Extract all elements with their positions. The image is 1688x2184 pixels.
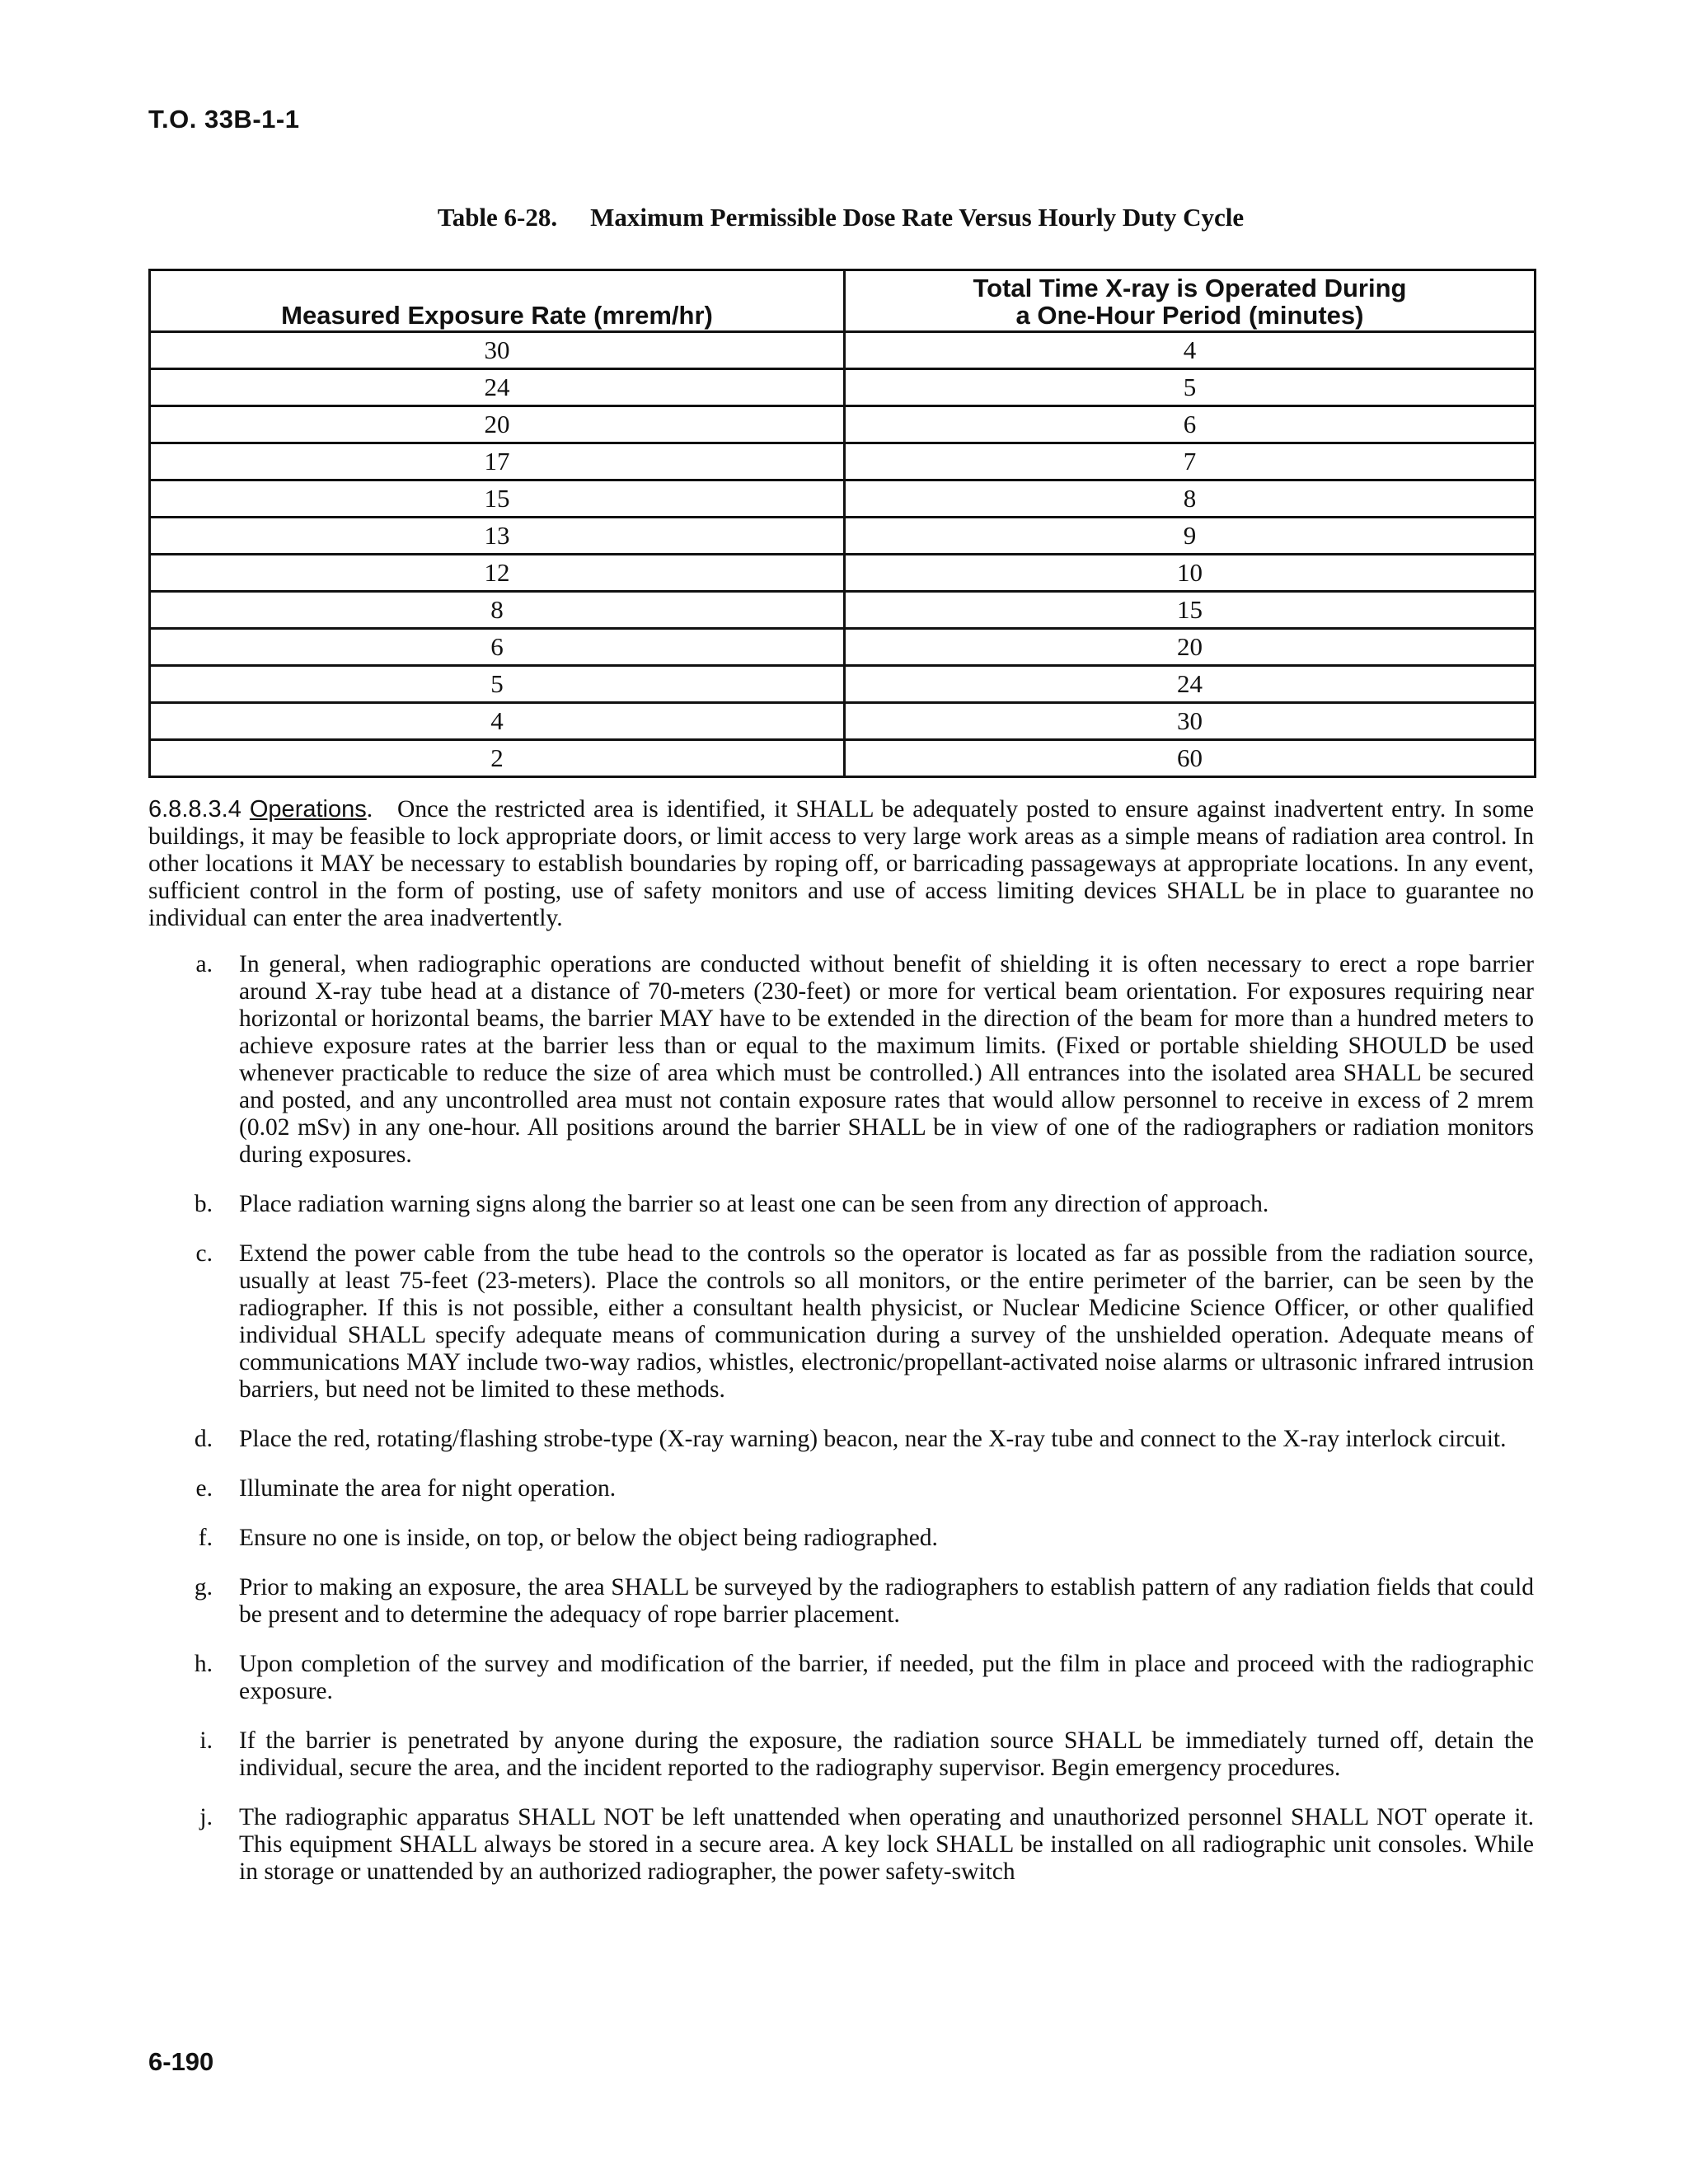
list-item xyxy=(148,1651,1534,1705)
exposure-rate-cell: 4 xyxy=(150,703,845,740)
exposure-rate-cell: 6 xyxy=(150,629,845,666)
list-marker: b. xyxy=(194,1191,213,1217)
table-row xyxy=(150,740,1536,777)
list-marker: i. xyxy=(199,1727,213,1754)
exposure-rate-cell: 15 xyxy=(150,480,845,518)
list-item-text: Upon completion of the survey and modification of the barrier, if needed, put the film in place and proceed with the radiographic exposure. xyxy=(239,1651,1534,1704)
minutes-cell: 5 xyxy=(845,369,1536,406)
list-item xyxy=(148,1727,1534,1782)
table-row xyxy=(150,369,1536,406)
list-marker: g. xyxy=(194,1574,213,1601)
section-text: Once the restricted area is identified, it SHALL be adequately posted to ensure against inadvertent entry. In some buildings, it may be feasible to lock appropriate doors, or limit access to very large work areas as a simple means of radiation area control. In other locations it MAY be necessary to establish boundaries by roping off, or barricading passageways at appropriate locations. In any event, sufficient control in the form of posting, use of safety monitors and use of access limiting devices SHALL be in place to guarantee no individual can enter the area inadvertently. xyxy=(148,796,1534,931)
exposure-rate-cell: 2 xyxy=(150,740,845,777)
column-header-exposure-rate: Measured Exposure Rate (mrem/hr) xyxy=(150,270,845,332)
list-item xyxy=(148,1240,1534,1404)
list-marker: a. xyxy=(195,951,213,977)
exposure-rate-cell: 30 xyxy=(150,332,845,369)
list-item xyxy=(148,1191,1534,1218)
minutes-cell: 30 xyxy=(845,703,1536,740)
minutes-cell: 6 xyxy=(845,406,1536,443)
exposure-rate-cell: 12 xyxy=(150,555,845,592)
list-item xyxy=(148,1525,1534,1552)
table-row xyxy=(150,703,1536,740)
table-header-row xyxy=(150,270,1536,332)
list-marker: e. xyxy=(195,1475,213,1502)
section-number: 6.8.8.3.4 xyxy=(148,796,241,823)
list-item-text: Extend the power cable from the tube head to the controls so the operator is located as far as possible from the radiation source, usually at least 75-feet (23-meters). Place the controls so all monitors, or the entire perimeter of the barrier, can be seen by the radiographer. If this is not possible, either a consultant health physicist, or Nuclear Medicine Science Officer, or other qualified individual SHALL specify adequate means of communication during a survey of the unshielded operation. Adequate means of communications MAY include two-way radios, whistles, electronic/propellant-activated noise alarms or ultrasonic infrared intrusion barriers, but need not be limited to these methods. xyxy=(239,1240,1534,1403)
column-header-line-2: a One-Hour Period (minutes) xyxy=(1015,301,1364,330)
minutes-cell: 15 xyxy=(845,592,1536,629)
list-item-text: Illuminate the area for night operation. xyxy=(239,1475,617,1502)
table-row xyxy=(150,518,1536,555)
body-text xyxy=(148,796,1534,1908)
table-row xyxy=(150,555,1536,592)
list-item-text: Place radiation warning signs along the barrier so at least one can be seen from any direction of approach. xyxy=(239,1191,1269,1217)
exposure-rate-cell: 5 xyxy=(150,666,845,703)
table-caption-title: Maximum Permissible Dose Rate Versus Hourly Duty Cycle xyxy=(590,203,1245,232)
table-row xyxy=(150,332,1536,369)
table-row xyxy=(150,406,1536,443)
exposure-rate-cell: 24 xyxy=(150,369,845,406)
minutes-cell: 20 xyxy=(845,629,1536,666)
list-item xyxy=(148,951,1534,1169)
list-item-text: Place the red, rotating/flashing strobe-type (X-ray warning) beacon, near the X-ray tube and connect to the X-ray interlock circuit. xyxy=(239,1426,1507,1452)
list-marker: d. xyxy=(194,1426,213,1452)
exposure-rate-cell: 17 xyxy=(150,443,845,480)
minutes-cell: 9 xyxy=(845,518,1536,555)
table-row xyxy=(150,480,1536,518)
list-item-text: Ensure no one is inside, on top, or below the object being radiographed. xyxy=(239,1525,938,1551)
minutes-cell: 4 xyxy=(845,332,1536,369)
section-paragraph: 6.8.8.3.4 Operations. Once the restricted area is identified, it SHALL be adequately posted to ensure against inadvertent entry. In some buildings, it may be feasible to lock appropriate doors, or limit access to very large work areas as a simple means of radiation area control. In other locations it MAY be necessary to establish boundaries by roping off, or barricading passageways at appropriate locations. In any event, sufficient control in the form of posting, use of safety monitors and use of access limiting devices SHALL be in place to guarantee no individual can enter the area inadvertently. xyxy=(148,796,1534,931)
column-header-line-1: Total Time X-ray is Operated During xyxy=(973,274,1407,302)
list-marker: f. xyxy=(198,1525,213,1551)
minutes-cell: 7 xyxy=(845,443,1536,480)
minutes-cell: 10 xyxy=(845,555,1536,592)
list-item-text: Prior to making an exposure, the area SHALL be surveyed by the radiographers to establish pattern of any radiation fields that could be present and to determine the adequacy of rope barrier placement. xyxy=(239,1574,1534,1628)
table-row xyxy=(150,629,1536,666)
column-header-operating-time xyxy=(845,270,1536,332)
table-row xyxy=(150,666,1536,703)
table-row xyxy=(150,592,1536,629)
list-item xyxy=(148,1804,1534,1886)
exposure-rate-cell: 13 xyxy=(150,518,845,555)
list-item xyxy=(148,1475,1534,1502)
section-title: Operations xyxy=(249,796,367,823)
list-marker: h. xyxy=(194,1651,213,1677)
list-marker: j. xyxy=(199,1804,213,1830)
exposure-rate-cell: 20 xyxy=(150,406,845,443)
document-id: T.O. 33B-1-1 xyxy=(148,105,300,134)
table-caption-number: Table 6-28. xyxy=(437,203,558,232)
list-item-text: The radiographic apparatus SHALL NOT be left unattended when operating and unauthorized personnel SHALL NOT operate it. This equipment SHALL always be stored in a secure area. A key lock SHALL be installed on all radiographic unit consoles. While in storage or unattended by an authorized radiographer, the power safety-switch xyxy=(239,1804,1534,1885)
list-marker: c. xyxy=(195,1240,213,1267)
table-caption xyxy=(148,203,1533,232)
page-number: 6-190 xyxy=(148,2047,214,2076)
exposure-rate-cell: 8 xyxy=(150,592,845,629)
list-item xyxy=(148,1574,1534,1629)
list-item-text: In general, when radiographic operations are conducted without benefit of shielding it is often necessary to erect a rope barrier around X-ray tube head at a distance of 70-meters (230-feet) or more for vertical beam orientation. For exposures requiring near horizontal or horizontal beams, the barrier MAY have to be extended in the direction of the beam for more than a hundred meters to achieve exposure rates at the barrier less than or equal to the maximum limits. (Fixed or portable shielding SHOULD be used whenever practicable to reduce the size of area which must be controlled.) All entrances into the isolated area SHALL be secured and posted, and any uncontrolled area must not contain exposure rates that would allow personnel to receive in excess of 2 mrem (0.02 mSv) in any one-hour. All positions around the barrier SHALL be in view of one of the radiographers or radiation monitors during exposures. xyxy=(239,951,1534,1168)
minutes-cell: 24 xyxy=(845,666,1536,703)
table-row xyxy=(150,443,1536,480)
list-item-text: If the barrier is penetrated by anyone during the exposure, the radiation source SHALL be immediately turned off, detain the individual, secure the area, and the incident reported to the radiography supervisor. Begin emergency procedures. xyxy=(239,1727,1534,1781)
dose-rate-table xyxy=(148,269,1536,778)
list-item xyxy=(148,1426,1534,1453)
minutes-cell: 60 xyxy=(845,740,1536,777)
minutes-cell: 8 xyxy=(845,480,1536,518)
